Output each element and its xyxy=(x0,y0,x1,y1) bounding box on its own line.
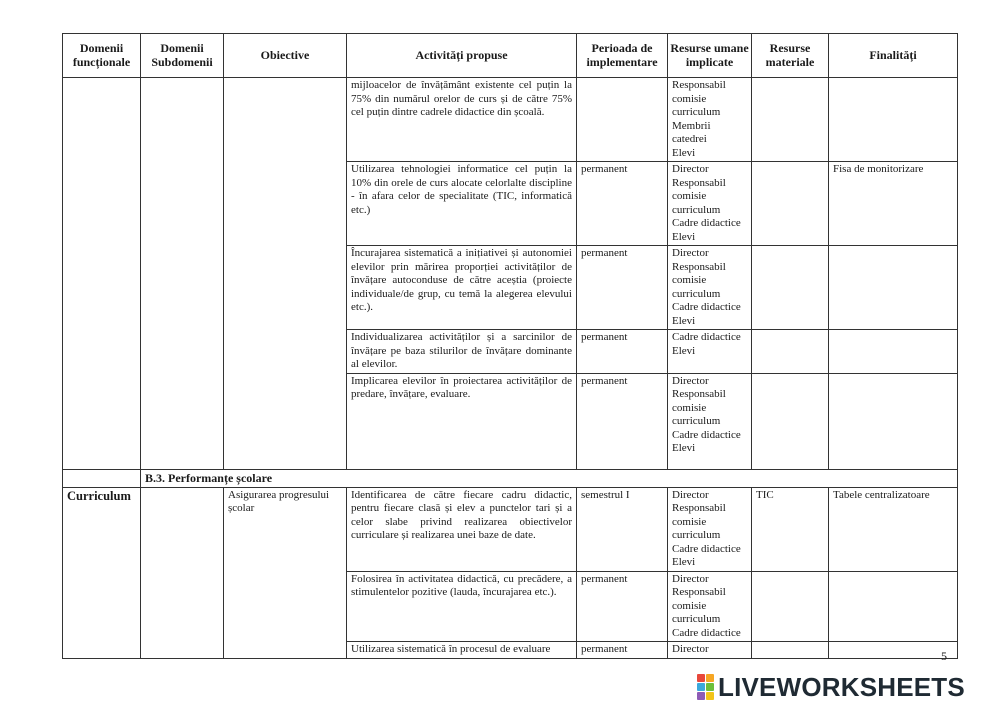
outcome-cell xyxy=(829,642,958,659)
objective-cell-empty xyxy=(224,78,347,470)
activity-cell: Utilizarea tehnologiei informatice cel puțin la 10% din orele de curs alocate celorlalte discipline - în afara celor de specialitate (TIC, informatică etc.) xyxy=(347,162,577,246)
table-row xyxy=(63,487,958,571)
human-resources-cell: Director xyxy=(668,642,752,659)
period-cell: permanent xyxy=(577,571,668,642)
subdomain-cell-empty xyxy=(141,487,224,658)
brand-blocks-icon xyxy=(697,674,714,700)
subdomain-cell-empty xyxy=(141,78,224,470)
human-resources-cell: Director Responsabil comisie curriculum Cadre didactice Elevi xyxy=(668,487,752,571)
material-resources-cell xyxy=(752,162,829,246)
objective-cell: Asigurarea progresului școlar xyxy=(224,487,347,658)
activity-cell: Implicarea elevilor în proiectarea activităților de predare, învățare, evaluare. xyxy=(347,373,577,469)
table-row xyxy=(63,78,958,162)
material-resources-cell xyxy=(752,330,829,374)
outcome-cell: Tabele centralizatoare xyxy=(829,487,958,571)
brand-block xyxy=(706,683,714,691)
brand-block xyxy=(706,674,714,682)
activity-cell: Utilizarea sistematică în procesul de evaluare xyxy=(347,642,577,659)
section-header-row xyxy=(63,469,958,487)
human-resources-cell: Director Responsabil comisie curriculum Cadre didactice Elevi xyxy=(668,162,752,246)
activity-cell: Identificarea de către fiecare cadru didactic, pentru fiecare clasă și elev a punctelor tari și a celor slabe privind realizarea obiectivelor curriculare și realizarea unei baze de date. xyxy=(347,487,577,571)
period-cell xyxy=(577,78,668,162)
period-cell: permanent xyxy=(577,330,668,374)
section-title: B.3. Performanțe școlare xyxy=(141,469,958,487)
header-material-resources: Resurse materiale xyxy=(752,34,829,78)
activity-cell: Încurajarea sistematică a inițiativei și autonomiei elevilor prin mărirea proporției activităților de învățare autoconduse de către aceștia (proiecte individuale/de grup, cu temă la alegerea elevului etc.). xyxy=(347,246,577,330)
material-resources-cell: TIC xyxy=(752,487,829,571)
material-resources-cell xyxy=(752,373,829,469)
period-cell: semestrul I xyxy=(577,487,668,571)
material-resources-cell xyxy=(752,246,829,330)
human-resources-cell: Director Responsabil comisie curriculum Cadre didactice Elevi xyxy=(668,373,752,469)
period-cell: permanent xyxy=(577,642,668,659)
material-resources-cell xyxy=(752,78,829,162)
outcome-cell xyxy=(829,78,958,162)
header-functional-domains: Domenii funcționale xyxy=(63,34,141,78)
outcome-cell xyxy=(829,330,958,374)
activity-cell: Folosirea în activitatea didactică, cu precădere, a stimulentelor pozitive (lauda, încurajarea etc.). xyxy=(347,571,577,642)
brand-name: LIVEWORKSHEETS xyxy=(718,672,965,702)
header-row xyxy=(63,34,958,78)
header-human-resources: Resurse umane implicate xyxy=(668,34,752,78)
material-resources-cell xyxy=(752,642,829,659)
header-implementation-period: Perioada de implementare xyxy=(577,34,668,78)
implementation-plan-table xyxy=(62,33,958,659)
brand-block xyxy=(706,692,714,700)
outcome-cell xyxy=(829,571,958,642)
domain-label: Curriculum xyxy=(63,487,141,658)
outcome-cell: Fisa de monitorizare xyxy=(829,162,958,246)
section-domain-empty xyxy=(63,469,141,487)
outcome-cell xyxy=(829,246,958,330)
brand-block xyxy=(697,692,705,700)
period-cell: permanent xyxy=(577,246,668,330)
domain-cell-empty xyxy=(63,78,141,470)
outcome-cell xyxy=(829,373,958,469)
activity-cell: Individualizarea activităților și a sarcinilor de învățare pe baza stilurilor de învățare dominante al elevilor. xyxy=(347,330,577,374)
brand-block xyxy=(697,683,705,691)
page-number: 5 xyxy=(941,649,947,663)
material-resources-cell xyxy=(752,571,829,642)
liveworksheets-logo xyxy=(697,674,965,700)
header-subdomains: Domenii Subdomenii xyxy=(141,34,224,78)
human-resources-cell: Director Responsabil comisie curriculum Cadre didactice Elevi xyxy=(668,246,752,330)
human-resources-cell: Responsabil comisie curriculum Membrii catedrei Elevi xyxy=(668,78,752,162)
brand-block xyxy=(697,674,705,682)
header-objectives: Obiective xyxy=(224,34,347,78)
activity-cell: mijloacelor de învățământ existente cel puțin la 75% din numărul orelor de curs și de către 75% cel puțin dintre cadrele didactice din școală. xyxy=(347,78,577,162)
period-cell: permanent xyxy=(577,162,668,246)
header-proposed-activities: Activități propuse xyxy=(347,34,577,78)
human-resources-cell: Director Responsabil comisie curriculum Cadre didactice xyxy=(668,571,752,642)
period-cell: permanent xyxy=(577,373,668,469)
human-resources-cell: Cadre didactice Elevi xyxy=(668,330,752,374)
header-outcomes: Finalități xyxy=(829,34,958,78)
